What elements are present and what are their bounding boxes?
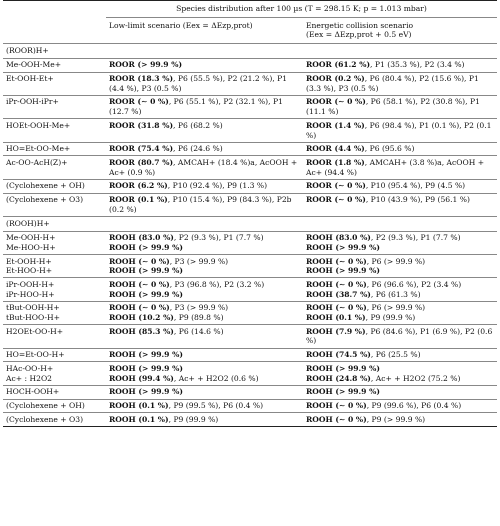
product-list: , P6 (61.3 %) <box>370 289 421 299</box>
species-name-line: HAc-OO-H+ <box>6 363 54 373</box>
species-name-line: (Cyclohexene + O3) <box>6 414 84 424</box>
low-limit-cell <box>106 399 303 413</box>
energetic-cell <box>303 72 497 95</box>
main-species: ROOR (0.2 %) <box>306 74 365 84</box>
cell-line <box>109 195 300 214</box>
species-name-line: HO=Et-OO-Me+ <box>6 144 71 154</box>
table-row <box>3 255 497 278</box>
table-row <box>3 399 497 413</box>
low-limit-cell <box>106 255 303 278</box>
table-row <box>3 119 497 142</box>
energetic-cell <box>303 278 497 301</box>
species-name-line: iPr-OOH-iPr+ <box>6 97 59 107</box>
product-list: , P10 (15.4 %), P9 (84.3 %), P2b (0.2 %) <box>109 195 292 214</box>
species-name-line: Me-OOH-Me+ <box>6 60 62 70</box>
cell-line <box>306 266 494 276</box>
main-species: ROOR (80.7 %) <box>109 157 174 167</box>
main-species: ROOH (> 99.9 %) <box>306 242 380 252</box>
header-low-limit: Low-limit scenario (Eex = ΔEzp,prot) <box>109 20 253 30</box>
species-name-line: (Cyclohexene + OH) <box>6 401 85 410</box>
species-name-line: HO=Et-OO-H+ <box>6 350 65 360</box>
energetic-cell <box>303 399 497 413</box>
spanning-header: Species distribution after 100 µs (T = 298.15 K; p = 1.013 mbar) <box>106 1 497 18</box>
cell-line <box>306 387 494 397</box>
cell-line <box>306 233 494 243</box>
section-heading: (ROOR)H+ <box>3 44 497 59</box>
energetic-cell <box>303 142 497 156</box>
table-row <box>3 348 497 362</box>
species-distribution-table <box>3 0 497 427</box>
cell-line <box>109 387 300 397</box>
main-species: ROOH (∼ 0 %) <box>109 256 170 266</box>
energetic-cell <box>303 193 497 216</box>
cell-line <box>306 313 494 323</box>
species-name <box>3 179 106 193</box>
cell-line <box>109 60 300 70</box>
species-name <box>3 119 106 142</box>
product-list: , P3 (> 99.9 %) <box>169 256 229 266</box>
table-row <box>3 385 497 399</box>
main-species: ROOH (0.1 %) <box>306 313 366 323</box>
species-name <box>3 255 106 278</box>
low-limit-cell <box>106 156 303 179</box>
cell-line <box>109 243 300 253</box>
low-limit-cell <box>106 385 303 399</box>
product-list: , P6 (24.6 %) <box>173 144 223 154</box>
low-limit-cell <box>106 413 303 427</box>
cell-line <box>109 233 300 243</box>
cell-line <box>109 327 300 337</box>
product-list: , P9 (> 99.9 %) <box>366 414 426 424</box>
product-list: , P6 (> 99.9 %) <box>366 256 426 266</box>
product-list: , P9 (89.8 %) <box>173 313 224 323</box>
cell-line <box>306 74 494 93</box>
main-species: ROOH (24.8 %) <box>306 373 371 383</box>
low-limit-cell <box>106 95 303 118</box>
table-row <box>3 58 497 72</box>
species-name <box>3 385 106 399</box>
species-name-line: HOCH-OOH+ <box>6 387 60 397</box>
cell-line <box>306 257 494 267</box>
table-row <box>3 156 497 179</box>
cell-line <box>109 97 300 116</box>
cell-line <box>109 364 300 374</box>
product-list: , P6 (55.1 %), P2 (32.1 %), P1 (12.7 %) <box>109 97 283 117</box>
cell-line <box>306 60 494 70</box>
species-name <box>3 413 106 427</box>
species-name-line: (Cyclohexene + OH) <box>6 181 85 191</box>
main-species: ROOR (> 99.9 %) <box>109 60 183 70</box>
main-species: ROOH (83.0 %) <box>109 233 174 243</box>
main-species: ROOH (∼ 0 %) <box>306 256 367 266</box>
cell-line <box>109 415 300 425</box>
cell-line <box>109 374 300 384</box>
product-list: , Ac+ + H2O2 (75.2 %) <box>370 373 461 383</box>
table-row <box>3 301 497 324</box>
species-name <box>3 156 106 179</box>
species-name-line: tBut-OOH-H+ <box>6 303 60 313</box>
product-list: , P9 (99.6 %), P6 (0.4 %) <box>366 401 462 410</box>
table-row <box>3 72 497 95</box>
main-species: ROOH (∼ 0 %) <box>306 279 367 289</box>
header-energetic <box>303 17 497 43</box>
corner-cell-2 <box>3 17 106 43</box>
main-species: ROOH (> 99.9 %) <box>306 387 380 397</box>
table-row <box>3 231 497 254</box>
cell-line <box>109 350 300 360</box>
corner-cell <box>3 1 106 18</box>
product-list: , P9 (99.9 %) <box>365 313 416 323</box>
product-list: , P10 (92.4 %), P9 (1.3 %) <box>167 181 268 191</box>
cell-line <box>109 290 300 300</box>
section-row <box>3 216 497 231</box>
main-species: ROOR (31.8 %) <box>109 120 174 130</box>
table-row <box>3 325 497 348</box>
cell-line <box>306 181 494 191</box>
cell-line <box>306 327 494 346</box>
energetic-cell <box>303 413 497 427</box>
main-species: ROOH (10.2 %) <box>109 313 174 323</box>
low-limit-cell <box>106 58 303 72</box>
species-name <box>3 58 106 72</box>
main-species: ROOR (∼ 0 %) <box>306 195 366 205</box>
low-limit-cell <box>106 193 303 216</box>
low-limit-cell <box>106 348 303 362</box>
cell-line <box>109 401 300 411</box>
cell-line <box>306 374 494 384</box>
cell-line <box>306 350 494 360</box>
main-species: ROOH (> 99.9 %) <box>306 363 380 373</box>
main-species: ROOR (18.3 %) <box>109 74 174 84</box>
main-species: ROOH (38.7 %) <box>306 289 371 299</box>
main-species: ROOH (83.0 %) <box>306 233 371 243</box>
main-species: ROOH (> 99.9 %) <box>109 363 183 373</box>
energetic-cell <box>303 231 497 254</box>
cell-line <box>306 364 494 374</box>
cell-line <box>109 121 300 131</box>
main-species: ROOR (75.4 %) <box>109 144 174 154</box>
product-list: , P6 (14.6 %) <box>173 326 224 336</box>
species-name <box>3 231 106 254</box>
product-list: , P9 (99.5 %), P6 (0.4 %) <box>168 401 264 410</box>
cell-line <box>306 290 494 300</box>
cell-line <box>109 303 300 313</box>
cell-line <box>109 158 300 177</box>
main-species: ROOR (∼ 0 %) <box>306 97 366 107</box>
cell-line <box>306 415 494 425</box>
main-species: ROOR (1.4 %) <box>306 120 365 130</box>
energetic-cell <box>303 58 497 72</box>
product-list: , P10 (43.9 %), P9 (56.1 %) <box>365 195 470 205</box>
cell-line <box>306 144 494 154</box>
low-limit-cell <box>106 278 303 301</box>
product-list: , P6 (25.5 %) <box>370 350 421 360</box>
cell-line <box>109 257 300 267</box>
species-name-line: Et-OOH-Et+ <box>6 74 54 84</box>
product-list: , P6 (58.1 %), P2 (30.8 %), P1 (11.1 %) <box>306 97 480 117</box>
species-name-line: Et-HOO-H+ <box>6 266 53 276</box>
table-row <box>3 278 497 301</box>
cell-line <box>109 280 300 290</box>
table-row <box>3 413 497 427</box>
energetic-cell <box>303 348 497 362</box>
energetic-cell <box>303 255 497 278</box>
species-name <box>3 399 106 413</box>
main-species: ROOH (∼ 0 %) <box>306 401 367 410</box>
product-list: , P2 (9.3 %), P1 (7.7 %) <box>173 233 264 243</box>
main-species: ROOR (∼ 0 %) <box>306 181 366 191</box>
species-name <box>3 142 106 156</box>
header-energetic-line2: (Eex = ΔEzp,prot + 0.5 eV) <box>306 30 412 40</box>
cell-line <box>109 266 300 276</box>
low-limit-cell <box>106 179 303 193</box>
cell-line <box>306 280 494 290</box>
cell-line <box>109 74 300 93</box>
energetic-cell <box>303 385 497 399</box>
main-species: ROOR (4.4 %) <box>306 144 365 154</box>
main-species: ROOH (∼ 0 %) <box>109 279 170 289</box>
main-species: ROOH (7.9 %) <box>306 326 366 336</box>
low-limit-cell <box>106 119 303 142</box>
energetic-cell <box>303 325 497 348</box>
energetic-cell <box>303 95 497 118</box>
main-species: ROOR (6.2 %) <box>109 181 168 191</box>
energetic-cell <box>303 362 497 385</box>
main-species: ROOH (> 99.9 %) <box>109 387 183 397</box>
cell-line <box>306 401 494 411</box>
table-row <box>3 95 497 118</box>
species-name <box>3 95 106 118</box>
cell-line <box>306 195 494 205</box>
product-list: , P6 (84.6 %), P1 (6.9 %), P2 (0.6 %) <box>306 326 493 346</box>
product-list: , P3 (> 99.9 %) <box>169 303 229 313</box>
species-name <box>3 348 106 362</box>
product-list: , P3 (96.8 %), P2 (3.2 %) <box>169 279 265 289</box>
main-species: ROOH (0.1 %) <box>109 414 169 424</box>
product-list: , AMCAH+ (3.8 %)a, AcOOH + Ac+ (94.4 %) <box>306 157 485 177</box>
product-list: , P6 (55.5 %), P2 (21.2 %), P1 (4.4 %), P3 (0.5 %) <box>109 74 288 93</box>
cell-line <box>306 243 494 253</box>
table-row <box>3 179 497 193</box>
cell-line <box>109 313 300 323</box>
product-list: , P10 (95.4 %), P9 (4.5 %) <box>365 181 466 191</box>
table-row <box>3 142 497 156</box>
table-body <box>3 44 497 427</box>
product-list: , P9 (99.9 %) <box>168 414 219 424</box>
product-list: , P6 (68.2 %) <box>173 120 223 130</box>
main-species: ROOH (85.3 %) <box>109 326 174 336</box>
main-species: ROOR (61.2 %) <box>306 60 371 70</box>
low-limit-cell <box>106 72 303 95</box>
main-species: ROOH (> 99.9 %) <box>109 289 183 299</box>
low-limit-cell <box>106 301 303 324</box>
main-species: ROOR (0.1 %) <box>109 195 168 205</box>
species-name-line: Ac+ : H2O2 <box>6 373 52 383</box>
species-name-line: Me-OOH-H+ <box>6 233 56 243</box>
main-species: ROOH (> 99.9 %) <box>109 350 183 360</box>
product-list: , P6 (> 99.9 %) <box>366 303 426 313</box>
main-species: ROOH (99.4 %) <box>109 373 174 383</box>
cell-line <box>306 97 494 116</box>
species-name-line: Ac-OO-AcH(Z)+ <box>6 157 68 167</box>
product-list: , P6 (80.4 %), P2 (15.6 %), P1 (3.3 %), P3 (0.5 %) <box>306 74 479 93</box>
cell-line <box>306 158 494 177</box>
product-list: , P6 (98.4 %), P1 (0.1 %), P2 (0.1 %) <box>306 120 492 140</box>
species-name <box>3 301 106 324</box>
species-name <box>3 362 106 385</box>
species-name-line: Me-HOO-H+ <box>6 242 56 252</box>
header-energetic-line1: Energetic collision scenario <box>306 20 414 30</box>
species-name-line: tBut-HOO-H+ <box>6 313 61 323</box>
product-list: , Ac+ + H2O2 (0.6 %) <box>173 373 259 383</box>
main-species: ROOH (∼ 0 %) <box>109 303 170 313</box>
cell-line <box>109 181 300 191</box>
cell-line <box>306 121 494 140</box>
product-list: , P6 (96.6 %), P2 (3.4 %) <box>366 279 462 289</box>
species-name-line: Et-OOH-H+ <box>6 256 52 266</box>
species-name <box>3 325 106 348</box>
main-species: ROOH (> 99.9 %) <box>109 242 183 252</box>
main-species: ROOH (74.5 %) <box>306 350 371 360</box>
species-name <box>3 278 106 301</box>
species-name-line: iPr-HOO-H+ <box>6 289 55 299</box>
cell-line <box>306 303 494 313</box>
species-name-line: H2OEt-OO-H+ <box>6 326 64 336</box>
main-species: ROOH (> 99.9 %) <box>306 266 380 276</box>
species-name-line: (Cyclohexene + O3) <box>6 195 84 205</box>
main-species: ROOH (∼ 0 %) <box>306 414 367 424</box>
low-limit-cell <box>106 142 303 156</box>
energetic-cell <box>303 301 497 324</box>
species-name-line: HOEt-OOH-Me+ <box>6 120 71 130</box>
cell-line <box>109 144 300 154</box>
product-list: , P1 (35.3 %), P2 (3.4 %) <box>370 60 465 70</box>
main-species: ROOH (> 99.9 %) <box>109 266 183 276</box>
main-species: ROOH (∼ 0 %) <box>306 303 367 313</box>
low-limit-cell <box>106 231 303 254</box>
table-row <box>3 193 497 216</box>
product-list: , P2 (9.3 %), P1 (7.7 %) <box>370 233 461 243</box>
species-name-line: iPr-OOH-H+ <box>6 279 55 289</box>
energetic-cell <box>303 179 497 193</box>
main-species: ROOR (∼ 0 %) <box>109 97 169 107</box>
low-limit-cell <box>106 325 303 348</box>
species-name <box>3 72 106 95</box>
species-name <box>3 193 106 216</box>
product-list: , AMCAH+ (18.4 %)a, AcOOH + Ac+ (0.9 %) <box>109 157 298 177</box>
product-list: , P6 (95.6 %) <box>364 144 415 154</box>
main-species: ROOR (1.8 %) <box>306 157 365 167</box>
main-species: ROOH (0.1 %) <box>109 401 169 410</box>
low-limit-cell <box>106 362 303 385</box>
section-heading: (ROOH)H+ <box>3 216 497 231</box>
energetic-cell <box>303 156 497 179</box>
table-row <box>3 362 497 385</box>
energetic-cell <box>303 119 497 142</box>
